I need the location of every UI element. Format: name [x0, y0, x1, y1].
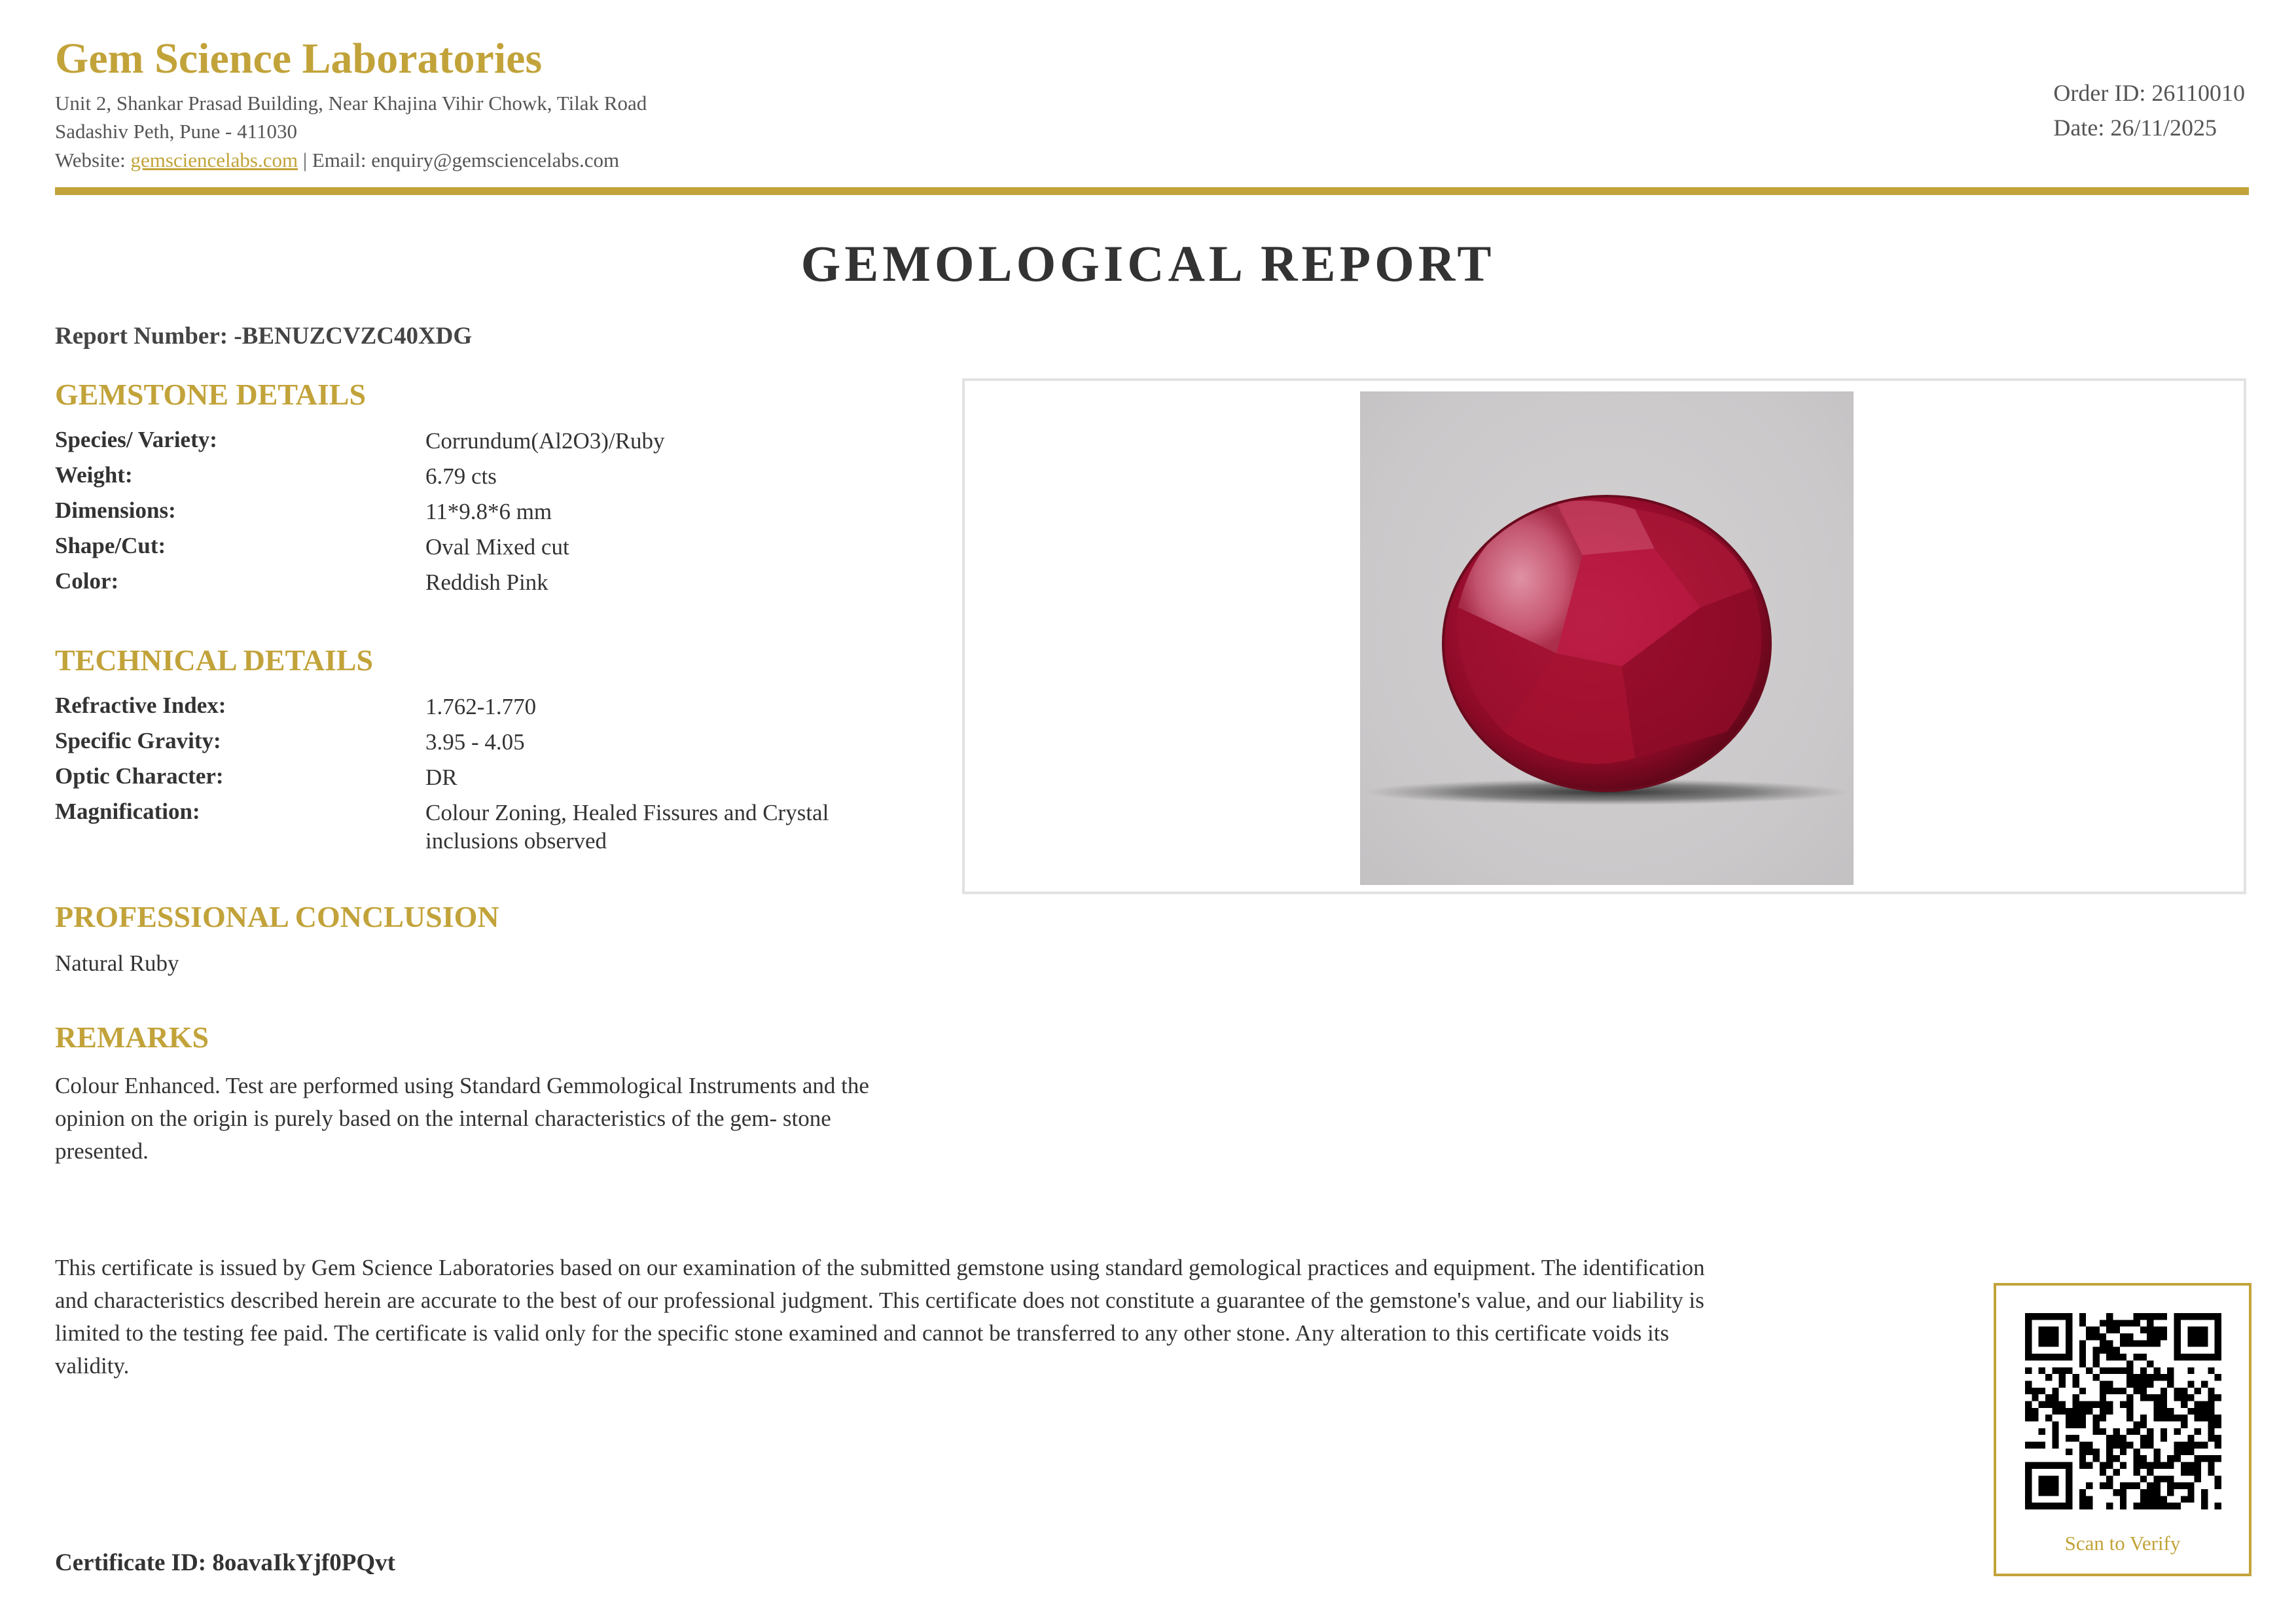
detail-row-color: [55, 568, 923, 596]
certificate-id: Certificate ID: 8oavaIkYjf0PQvt: [55, 1549, 395, 1576]
detail-label: Optic Character:: [55, 763, 224, 789]
detail-row-species: [55, 427, 923, 455]
detail-row-dimensions: [55, 497, 923, 526]
detail-label: Dimensions:: [55, 497, 176, 523]
report-title: GEMOLOGICAL REPORT: [800, 235, 1496, 292]
scan-to-verify-label: Scan to Verify: [2064, 1532, 2181, 1555]
remarks-text: Colour Enhanced. Test are performed using Standard Gemmological Instruments and the opinion on the origin is purely based on the internal characteristics of the gem- stone presented.: [55, 1073, 869, 1164]
detail-value: Reddish Pink: [425, 569, 548, 595]
qr-code-icon[interactable]: [2025, 1313, 2221, 1509]
detail-value: Oval Mixed cut: [425, 534, 569, 560]
detail-label: Species/ Variety:: [55, 427, 217, 452]
tech-row-optic-character: [55, 763, 923, 791]
detail-row-shape: [55, 533, 923, 561]
address-line-2: Sadashiv Peth, Pune - 411030: [55, 120, 297, 143]
tech-row-specific-gravity: [55, 728, 923, 756]
detail-label: Weight:: [55, 462, 133, 488]
tech-row-refractive-index: [55, 693, 923, 721]
order-date: Date: 26/11/2025: [2053, 115, 2217, 141]
email-label: | Email:: [298, 149, 372, 171]
remarks-heading: REMARKS: [55, 1020, 209, 1054]
tech-row-magnification: [55, 799, 923, 855]
conclusion-text: Natural Ruby: [55, 950, 179, 976]
detail-value: Corrundum(Al2O3)/Ruby: [425, 428, 665, 454]
header-divider: [55, 187, 2249, 195]
detail-value: Colour Zoning, Healed Fissures and Crystal inclusions observed: [425, 800, 829, 854]
detail-row-weight: [55, 462, 923, 490]
detail-value: DR: [425, 765, 457, 790]
detail-value: 6.79 cts: [425, 463, 497, 489]
website-label: Website:: [55, 149, 131, 171]
ruby-gem-icon: [1360, 391, 1854, 885]
detail-label: Shape/Cut:: [55, 533, 166, 558]
technical-details-heading: TECHNICAL DETAILS: [55, 643, 374, 677]
ruby-gem-photo: [1360, 391, 1854, 885]
company-name: Gem Science Laboratories: [55, 35, 543, 82]
email-address: enquiry@gemsciencelabs.com: [371, 149, 620, 171]
detail-label: Specific Gravity:: [55, 728, 221, 753]
report-number: Report Number: -BENUZCVZC40XDG: [55, 323, 473, 350]
detail-value: 1.762-1.770: [425, 694, 537, 719]
order-id: Order ID: 26110010: [2053, 80, 2245, 106]
disclaimer-text: This certificate is issued by Gem Science Laboratories based on our examination of the submitted gemstone using standard gemological practices and equipment. The identification and characteristics described herein are accurate to the best of our professional judgment. This certificate does not constitute a guarantee of the gemstone's value, and our liability is limited to the testing fee paid. The certificate is valid only for the specific stone examined and cannot be transferred to any other stone. Any alteration to this certificate voids its validity.: [55, 1255, 1705, 1379]
detail-label: Refractive Index:: [55, 693, 226, 718]
address-line-1: Unit 2, Shankar Prasad Building, Near Khajina Vihir Chowk, Tilak Road: [55, 92, 647, 115]
detail-value: 11*9.8*6 mm: [425, 499, 552, 524]
contact-line: [55, 149, 619, 172]
detail-label: Color:: [55, 568, 119, 594]
detail-value: 3.95 - 4.05: [425, 729, 525, 755]
order-info: [2053, 76, 2245, 145]
website-link[interactable]: gemsciencelabs.com: [130, 149, 298, 171]
conclusion-heading: PROFESSIONAL CONCLUSION: [55, 900, 499, 933]
gemstone-details-heading: GEMSTONE DETAILS: [55, 378, 367, 411]
detail-label: Magnification:: [55, 799, 200, 824]
